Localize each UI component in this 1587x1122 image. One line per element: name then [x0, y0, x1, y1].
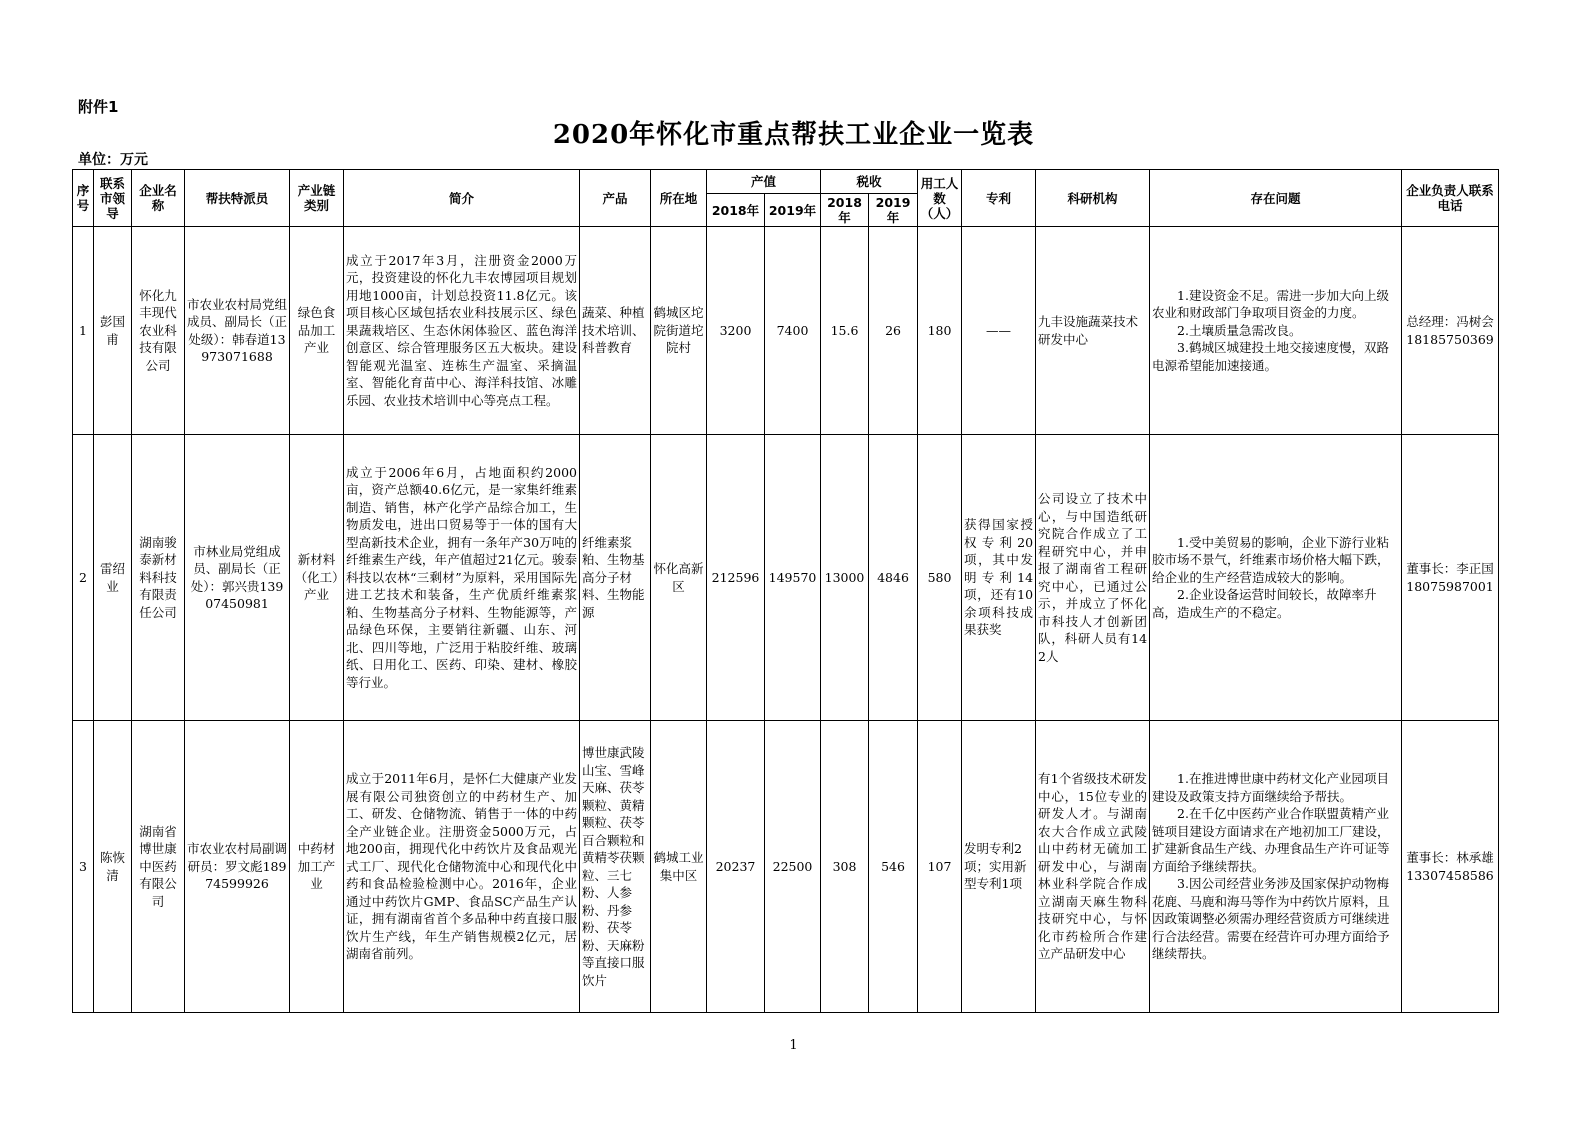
cell-leader: 陈恢清 — [94, 721, 132, 1013]
header-output: 产值 — [707, 170, 821, 194]
header-tax-2018: 2018年 — [821, 194, 869, 227]
attachment-label: 附件1 — [78, 98, 119, 116]
cell-envoy: 市农业农村局党组成员、副局长（正处级）：韩春道13973071688 — [185, 227, 290, 435]
cell-problems: 1.建设资金不足。需进一步加大向上级农业和财政部门争取项目资金的力度。 2.土壤质量急需改良。 3.鹤城区城建投土地交接速度慢，双路电源希望能加速接通。 — [1150, 227, 1402, 435]
header-product: 产品 — [580, 170, 651, 227]
cell-location: 鹤城工业集中区 — [651, 721, 707, 1013]
cell-contact: 总经理：冯树会18185750369 — [1402, 227, 1499, 435]
cell-output-2019: 149570 — [765, 435, 821, 721]
cell-chain: 中药材加工产业 — [290, 721, 344, 1013]
enterprise-table — [72, 169, 1499, 1013]
cell-research: 九丰设施蔬菜技术研发中心 — [1036, 227, 1150, 435]
cell-output-2019: 7400 — [765, 227, 821, 435]
unit-label: 单位：万元 — [78, 152, 148, 168]
cell-leader: 雷绍业 — [94, 435, 132, 721]
cell-patent: 获得国家授权专利20项，其中发明专利14项，还有10余项科技成果获奖 — [962, 435, 1036, 721]
cell-employees: 180 — [918, 227, 962, 435]
cell-tax-2018: 13000 — [821, 435, 869, 721]
header-leader: 联系市领导 — [94, 170, 132, 227]
cell-location: 怀化高新区 — [651, 435, 707, 721]
cell-seq: 2 — [73, 435, 94, 721]
cell-research: 有1个省级技术研发中心，15位专业的研发人才。与湖南农大合作成立武陵山中药材无硫加工研发中心，与湖南林业科学院合作成立湖南天麻生物科技研究中心，与怀化市药检所合作建立产品研发中心 — [1036, 721, 1150, 1013]
cell-company: 湖南省博世康中医药有限公司 — [132, 721, 185, 1013]
cell-tax-2019: 26 — [869, 227, 918, 435]
cell-leader: 彭国甫 — [94, 227, 132, 435]
cell-tax-2018: 308 — [821, 721, 869, 1013]
cell-tax-2019: 4846 — [869, 435, 918, 721]
header-envoy: 帮扶特派员 — [185, 170, 290, 227]
cell-tax-2019: 546 — [869, 721, 918, 1013]
page-number: 1 — [789, 1038, 798, 1053]
cell-company: 湖南骏泰新材料科技有限责任公司 — [132, 435, 185, 721]
document-title: 2020年怀化市重点帮扶工业企业一览表 — [552, 120, 1035, 150]
cell-intro: 成立于2006年6月，占地面积约2000亩，资产总额40.6亿元，是一家集纤维素制造、销售，林产化学产品综合加工，生物质发电，进出口贸易等于一体的国有大型高新技术企业，拥有一条年产30万吨的纤维素生产线，年产值超过21亿元。骏泰科技以农林“三剩材”为原料，采用国际先进工艺技术和装备，生产优质纤维素浆粕、生物基高分子材料、生物能源等，产品绿色环保，主要销往新疆、山东、河北、四川等地，广泛用于粘胶纤维、玻璃纸、日用化工、医药、印染、建材、橡胶等行业。 — [344, 435, 580, 721]
cell-product: 纤维素浆粕、生物基高分子材料、生物能源 — [580, 435, 651, 721]
cell-intro: 成立于2011年6月，是怀仁大健康产业发展有限公司独资创立的中药材生产、加工、研发、仓储物流、销售于一体的中药全产业链企业。注册资金5000万元，占地200亩，拥现代化中药饮片及食品观光式工厂、现代化仓储物流中心和现代化中药和食品检验检测中心。2016年，企业通过中药饮片GMP、食品SC产品生产认证，拥有湖南省首个多品种中药直接口服饮片生产线，年生产销售规模2亿元，居湖南省前列。 — [344, 721, 580, 1013]
cell-problems: 1.受中美贸易的影响，企业下游行业粘胶市场不景气，纤维素市场价格大幅下跌，给企业的生产经营造成较大的影响。 2.企业设备运营时间较长，故障率升高，造成生产的不稳定。 — [1150, 435, 1402, 721]
cell-chain: 新材料（化工）产业 — [290, 435, 344, 721]
table-row — [73, 227, 1499, 435]
header-patent: 专利 — [962, 170, 1036, 227]
cell-employees: 580 — [918, 435, 962, 721]
cell-seq: 1 — [73, 227, 94, 435]
header-tax: 税收 — [821, 170, 918, 194]
header-chain: 产业链类别 — [290, 170, 344, 227]
cell-patent: —— — [962, 227, 1036, 435]
cell-output-2018: 212596 — [707, 435, 765, 721]
cell-contact: 董事长：李正国18075987001 — [1402, 435, 1499, 721]
header-tax-2019: 2019年 — [869, 194, 918, 227]
cell-patent: 发明专利2项；实用新型专利1项 — [962, 721, 1036, 1013]
cell-product: 博世康武陵山宝、雪峰天麻、茯苓颗粒、黄精颗粒、茯苓百合颗粒和黄精苓茯颗粒、三七粉、人参粉、丹参粉、茯苓粉、天麻粉等直接口服饮片 — [580, 721, 651, 1013]
cell-product: 蔬菜、种植技术培训、科普教育 — [580, 227, 651, 435]
cell-intro: 成立于2017年3月，注册资金2000万元，投资建设的怀化九丰农博园项目规划用地1000亩，计划总投资11.8亿元。该项目核心区域包括农业科技展示区、绿色果蔬栽培区、生态休闲体验区、蓝色海洋创意区、综合管理服务区五大板块。建设智能观光温室、连栋生产温室、采摘温室、智能化育苗中心、海洋科技馆、冰雕乐园、农业技术培训中心等亮点工程。 — [344, 227, 580, 435]
header-contact: 企业负责人联系电话 — [1402, 170, 1499, 227]
cell-tax-2018: 15.6 — [821, 227, 869, 435]
header-location: 所在地 — [651, 170, 707, 227]
cell-chain: 绿色食品加工产业 — [290, 227, 344, 435]
header-output-2019: 2019年 — [765, 194, 821, 227]
header-problems: 存在问题 — [1150, 170, 1402, 227]
header-output-2018: 2018年 — [707, 194, 765, 227]
cell-employees: 107 — [918, 721, 962, 1013]
cell-seq: 3 — [73, 721, 94, 1013]
table-row — [73, 435, 1499, 721]
cell-envoy: 市林业局党组成员、副局长（正处）：郭兴贵13907450981 — [185, 435, 290, 721]
cell-research: 公司设立了技术中心，与中国造纸研究院合作成立了工程研究中心，并申报了湖南省工程研究中心，已通过公示，并成立了怀化市科技人才创新团队，科研人员有142人 — [1036, 435, 1150, 721]
cell-location: 鹤城区坨院街道坨院村 — [651, 227, 707, 435]
header-company: 企业名称 — [132, 170, 185, 227]
cell-output-2018: 20237 — [707, 721, 765, 1013]
header-intro: 简介 — [344, 170, 580, 227]
cell-output-2018: 3200 — [707, 227, 765, 435]
cell-envoy: 市农业农村局副调研员：罗文彪18974599926 — [185, 721, 290, 1013]
header-employees: 用工人数（人） — [918, 170, 962, 227]
header-seq: 序号 — [73, 170, 94, 227]
cell-company: 怀化九丰现代农业科技有限公司 — [132, 227, 185, 435]
cell-contact: 董事长：林承雄13307458586 — [1402, 721, 1499, 1013]
cell-output-2019: 22500 — [765, 721, 821, 1013]
cell-problems: 1.在推进博世康中药材文化产业园项目建设及政策支持方面继续给予帮扶。 2.在千亿中医药产业合作联盟黄精产业链项目建设方面请求在产地初加工厂建设，扩建新食品生产线、办理食品生产许可证等方面给予继续帮扶。 3.因公司经营业务涉及国家保护动物梅花鹿、马鹿和海马等作为中药饮片原料，且因政策调整必须需办理经营资质方可继续进行合法经营。需要在经营许可办理方面给予继续帮扶。 — [1150, 721, 1402, 1013]
header-research: 科研机构 — [1036, 170, 1150, 227]
table-row — [73, 721, 1499, 1013]
